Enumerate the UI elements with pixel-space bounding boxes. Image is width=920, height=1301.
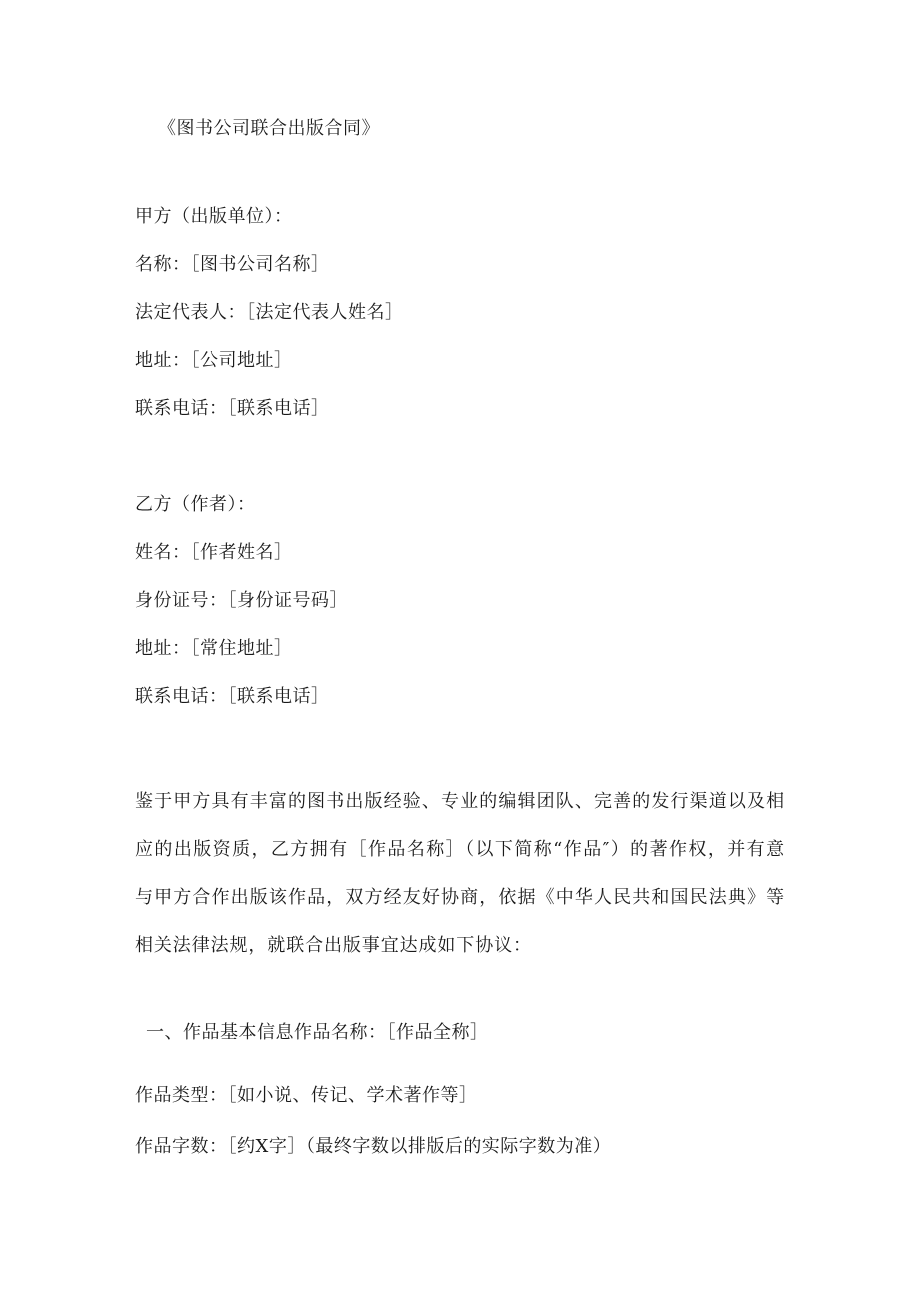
party-b-address: 地址：［常住地址］: [135, 638, 293, 659]
party-a-phone: 联系电话：［联系电话］: [135, 398, 330, 419]
party-b-heading: 乙方（作者）：: [135, 494, 256, 515]
party-b-name: 姓名：［作者姓名］: [135, 542, 293, 563]
party-a-heading: 甲方（出版单位）：: [135, 206, 293, 227]
preamble-paragraph: 鉴于甲方具有丰富的图书出版经验、专业的编辑团队、完善的发行渠道以及相应的出版资质，乙方拥有［作品名称］（以下简称“作品″）的著作权，并有意与甲方合作出版该作品，双方经友好协商，依据《中华人民共和国民法典》等相关法律法规，就联合出版事宜达成如下协议：: [135, 791, 785, 956]
word-count: 作品字数：［约X字］（最终字数以排版后的实际字数为准）: [135, 1136, 612, 1157]
party-a-legal-rep: 法定代表人：［法定代表人姓名］: [135, 302, 404, 323]
party-a-address: 地址：［公司地址］: [135, 350, 293, 371]
party-b-id-number: 身份证号：［身份证号码］: [135, 590, 348, 611]
document-title: 《图书公司联合出版合同》: [158, 118, 380, 139]
party-a-name: 名称：［图书公司名称］: [135, 254, 330, 275]
section-1-heading: 一、作品基本信息作品名称：［作品全称］: [146, 1022, 489, 1043]
work-type: 作品类型：［如小说、传记、学术著作等］: [135, 1085, 478, 1106]
party-b-phone: 联系电话：［联系电话］: [135, 686, 330, 707]
